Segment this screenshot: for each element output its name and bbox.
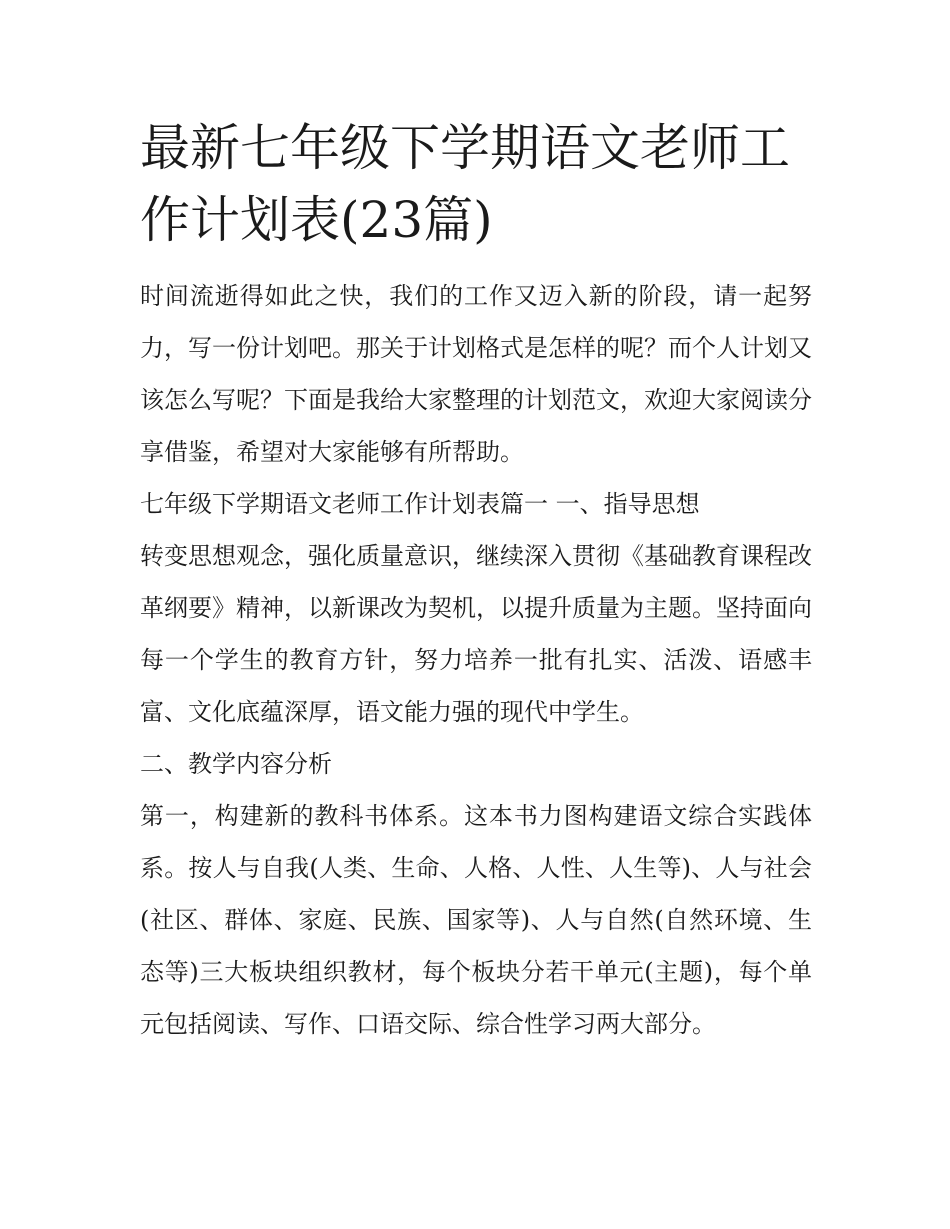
intro-paragraph: 时间流逝得如此之快，我们的工作又迈入新的阶段，请一起努力，写一份计划吧。那关于计划格式是怎样的呢？而个人计划又该怎么写呢？下面是我给大家整理的计划范文，欢迎大家阅读分享借鉴，希望对大家能够有所帮助。	[140, 282, 812, 466]
section-heading-guiding-ideology: 七年级下学期语文老师工作计划表篇一 一、指导思想	[140, 490, 700, 518]
document-page	[140, 112, 812, 1050]
document-title: 最新七年级下学期语文老师工作计划表(23篇)	[140, 119, 790, 249]
content-analysis-paragraph: 第一，构建新的教科书体系。这本书力图构建语文综合实践体系。按人与自我(人类、生命、人格、人性、人生等)、人与社会(社区、群体、家庭、民族、国家等)、人与自然(自然环境、生态等)三大板块组织教材，每个板块分若干单元(主题)，每个单元包括阅读、写作、口语交际、综合性学习两大部分。	[140, 802, 812, 1038]
guiding-ideology-paragraph: 转变思想观念，强化质量意识，继续深入贯彻《基础教育课程改革纲要》精神，以新课改为契机，以提升质量为主题。坚持面向每一个学生的教育方针，努力培养一批有扎实、活泼、语感丰富、文化底蕴深厚，语文能力强的现代中学生。	[140, 542, 812, 726]
section-heading-content-analysis: 二、教学内容分析	[140, 750, 332, 778]
